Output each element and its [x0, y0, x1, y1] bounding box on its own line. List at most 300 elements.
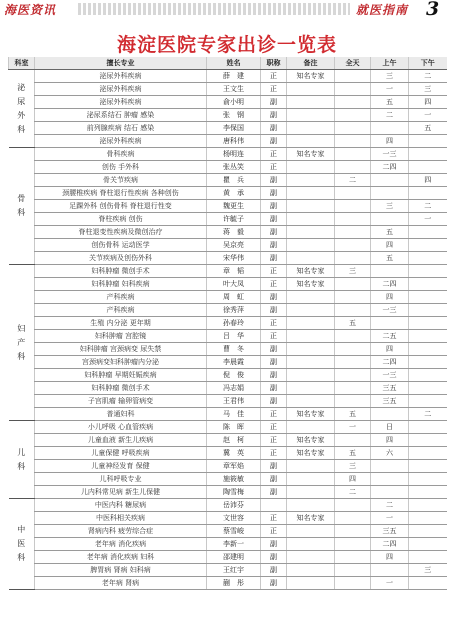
fullday-cell: [335, 304, 371, 317]
title-cell: 副: [261, 135, 287, 148]
title-cell: 副: [261, 109, 287, 122]
fullday-cell: [335, 577, 371, 590]
column-header: 科室: [9, 57, 35, 70]
morning-cell: 四: [371, 239, 409, 252]
doctor-name-cell: 文世容: [207, 512, 261, 525]
title-cell: 副: [261, 551, 287, 564]
specialty-cell: 肾病内科 疲劳综合症: [35, 525, 207, 538]
note-cell: [287, 499, 335, 512]
specialty-cell: 老年病 消化疾病 妇科: [35, 551, 207, 564]
fullday-cell: [335, 369, 371, 382]
title-cell: 正: [261, 265, 287, 278]
table-row: [9, 200, 447, 213]
afternoon-cell: [409, 265, 447, 278]
title-cell: 正: [261, 512, 287, 525]
doctor-name-cell: 蔡雪峻: [207, 525, 261, 538]
specialty-cell: 关节疾病及创伤外科: [35, 252, 207, 265]
morning-cell: 四: [371, 434, 409, 447]
title-cell: 副: [261, 304, 287, 317]
note-cell: [287, 161, 335, 174]
note-cell: [287, 200, 335, 213]
note-cell: 知名专家: [287, 70, 335, 83]
title-cell: 副: [261, 460, 287, 473]
morning-cell: [371, 473, 409, 486]
afternoon-cell: [409, 226, 447, 239]
title-cell: 副: [261, 200, 287, 213]
morning-cell: [371, 408, 409, 421]
title-cell: 副: [261, 356, 287, 369]
title-cell: 副: [261, 473, 287, 486]
specialty-cell: 老年病 消化疾病: [35, 538, 207, 551]
note-cell: [287, 135, 335, 148]
morning-cell: 一: [371, 83, 409, 96]
specialty-cell: 泌尿外科疾病: [35, 70, 207, 83]
afternoon-cell: [409, 395, 447, 408]
fullday-cell: [335, 330, 371, 343]
section-title-left: 海医资讯: [4, 3, 57, 17]
morning-cell: 四: [371, 291, 409, 304]
title-cell: 正: [261, 421, 287, 434]
title-cell: 正: [261, 330, 287, 343]
fullday-cell: [335, 564, 371, 577]
table-row: [9, 577, 447, 590]
afternoon-cell: [409, 356, 447, 369]
afternoon-cell: 一: [409, 109, 447, 122]
table-row: [9, 109, 447, 122]
morning-cell: [371, 213, 409, 226]
fullday-cell: [335, 239, 371, 252]
fullday-cell: [335, 499, 371, 512]
title-cell: 正: [261, 70, 287, 83]
note-cell: [287, 486, 335, 499]
fullday-cell: 三: [335, 460, 371, 473]
specialty-cell: 妇科肿瘤 微创手术: [35, 265, 207, 278]
morning-cell: 一: [371, 577, 409, 590]
morning-cell: [371, 187, 409, 200]
title-cell: 副: [261, 226, 287, 239]
title-cell: 副: [261, 96, 287, 109]
title-cell: 副: [261, 382, 287, 395]
fullday-cell: [335, 252, 371, 265]
note-cell: [287, 382, 335, 395]
note-cell: [287, 213, 335, 226]
note-cell: [287, 226, 335, 239]
afternoon-cell: [409, 382, 447, 395]
afternoon-cell: [409, 239, 447, 252]
specialty-cell: 产科疾病: [35, 291, 207, 304]
note-cell: [287, 421, 335, 434]
afternoon-cell: [409, 421, 447, 434]
note-cell: [287, 564, 335, 577]
table-row: [9, 434, 447, 447]
title-cell: 正: [261, 83, 287, 96]
afternoon-cell: [409, 525, 447, 538]
fullday-cell: [335, 395, 371, 408]
doctor-name-cell: 薛 建: [207, 70, 261, 83]
title-cell: 副: [261, 538, 287, 551]
table-row: [9, 486, 447, 499]
morning-cell: 四: [371, 551, 409, 564]
title-cell: 副: [261, 187, 287, 200]
doctor-name-cell: 张 钢: [207, 109, 261, 122]
note-cell: [287, 473, 335, 486]
note-cell: [287, 304, 335, 317]
specialty-cell: 骨关节疾病: [35, 174, 207, 187]
afternoon-cell: [409, 148, 447, 161]
morning-cell: [371, 122, 409, 135]
specialty-cell: 脊柱退变性疾病及微创治疗: [35, 226, 207, 239]
table-row: [9, 304, 447, 317]
morning-cell: 二: [371, 109, 409, 122]
department-label: 骨科: [17, 194, 26, 217]
morning-cell: [371, 564, 409, 577]
fullday-cell: 五: [335, 317, 371, 330]
title-cell: 副: [261, 343, 287, 356]
table-row: [9, 343, 447, 356]
doctor-name-cell: 叶大凤: [207, 278, 261, 291]
department-name: [9, 70, 35, 148]
note-cell: [287, 83, 335, 96]
afternoon-cell: 四: [409, 174, 447, 187]
afternoon-cell: [409, 499, 447, 512]
note-cell: [287, 187, 335, 200]
note-cell: 知名专家: [287, 408, 335, 421]
section-title-right: 就医指南: [356, 3, 409, 17]
specialty-cell: 老年病 肾病: [35, 577, 207, 590]
afternoon-cell: [409, 538, 447, 551]
doctor-name-cell: 王君伟: [207, 395, 261, 408]
specialty-cell: 儿童神经发育 保健: [35, 460, 207, 473]
table-row: [9, 135, 447, 148]
fullday-cell: [335, 226, 371, 239]
title-cell: 副: [261, 213, 287, 226]
table-row: [9, 239, 447, 252]
fullday-cell: [335, 291, 371, 304]
morning-cell: 一三: [371, 148, 409, 161]
title-cell: 正: [261, 161, 287, 174]
doctor-name-cell: 吕 华: [207, 330, 261, 343]
morning-cell: 三: [371, 70, 409, 83]
note-cell: [287, 356, 335, 369]
morning-cell: 五: [371, 226, 409, 239]
specialty-cell: 泌尿系结石 肿瘤 感染: [35, 109, 207, 122]
morning-cell: [371, 265, 409, 278]
specialty-cell: 妇科肿瘤 早期妊娠疾病: [35, 369, 207, 382]
specialty-cell: 足踝外科 创伤骨科 脊柱退行性变: [35, 200, 207, 213]
morning-cell: 二: [371, 499, 409, 512]
doctor-name-cell: 岳沛芬: [207, 499, 261, 512]
title-cell: 正: [261, 278, 287, 291]
fullday-cell: 四: [335, 473, 371, 486]
title-cell: 正: [261, 317, 287, 330]
afternoon-cell: 五: [409, 122, 447, 135]
afternoon-cell: [409, 161, 447, 174]
specialty-cell: 泌尿外科疾病: [35, 135, 207, 148]
fullday-cell: [335, 356, 371, 369]
column-header: 擅长专业: [35, 57, 207, 70]
morning-cell: 二四: [371, 278, 409, 291]
note-cell: 知名专家: [287, 512, 335, 525]
fullday-cell: [335, 434, 371, 447]
note-cell: [287, 174, 335, 187]
morning-cell: 三: [371, 200, 409, 213]
doctor-name-cell: 蒋 毅: [207, 226, 261, 239]
department-label: 儿科: [17, 447, 26, 471]
afternoon-cell: [409, 369, 447, 382]
doctor-name-cell: 魏更生: [207, 200, 261, 213]
table-row: [9, 265, 447, 278]
afternoon-cell: 三: [409, 564, 447, 577]
doctor-name-cell: 李晨霞: [207, 356, 261, 369]
title-cell: 副: [261, 122, 287, 135]
doctor-name-cell: 赵 柯: [207, 434, 261, 447]
afternoon-cell: [409, 551, 447, 564]
doctor-name-cell: 邵建明: [207, 551, 261, 564]
doctor-name-cell: 章 韬: [207, 265, 261, 278]
specialty-cell: 儿内科常见病 新生儿保健: [35, 486, 207, 499]
page-title: 海淀医院专家出诊一览表: [116, 34, 337, 56]
title-cell: [261, 499, 287, 512]
specialty-cell: 颈腰椎疾病 脊柱退行性疾病 各种创伤: [35, 187, 207, 200]
fullday-cell: [335, 525, 371, 538]
title-cell: 副: [261, 564, 287, 577]
department-label: 妇产科: [17, 323, 26, 361]
afternoon-cell: 一: [409, 213, 447, 226]
morning-cell: [371, 486, 409, 499]
table-row: [9, 538, 447, 551]
column-header: 上午: [371, 57, 409, 70]
table-row: [9, 278, 447, 291]
schedule-table: [8, 57, 447, 590]
table-row: [9, 369, 447, 382]
specialty-cell: 泌尿外科疾病: [35, 83, 207, 96]
title-cell: 副: [261, 369, 287, 382]
afternoon-cell: 二: [409, 408, 447, 421]
note-cell: [287, 525, 335, 538]
fullday-cell: 三: [335, 265, 371, 278]
specialty-cell: 脊柱疾病 创伤: [35, 213, 207, 226]
specialty-cell: 普通妇科: [35, 408, 207, 421]
doctor-name-cell: 章军焰: [207, 460, 261, 473]
specialty-cell: 创伤骨科 运动医学: [35, 239, 207, 252]
specialty-cell: 妇科肿瘤 妇科疾病: [35, 278, 207, 291]
morning-cell: 六: [371, 447, 409, 460]
note-cell: [287, 96, 335, 109]
table-row: [9, 499, 447, 512]
note-cell: [287, 395, 335, 408]
table-row: [9, 317, 447, 330]
table-row: [9, 421, 447, 434]
note-cell: [287, 551, 335, 564]
fullday-cell: [335, 161, 371, 174]
title-cell: 副: [261, 252, 287, 265]
title-cell: 正: [261, 408, 287, 421]
doctor-name-cell: 吴京亮: [207, 239, 261, 252]
doctor-name-cell: 曹 冬: [207, 343, 261, 356]
table-row: [9, 447, 447, 460]
note-cell: 知名专家: [287, 265, 335, 278]
afternoon-cell: [409, 187, 447, 200]
morning-cell: 四: [371, 135, 409, 148]
fullday-cell: [335, 148, 371, 161]
afternoon-cell: [409, 512, 447, 525]
column-header: 备注: [287, 57, 335, 70]
fullday-cell: 五: [335, 447, 371, 460]
doctor-name-cell: 俞小明: [207, 96, 261, 109]
note-cell: [287, 343, 335, 356]
morning-cell: 一三: [371, 304, 409, 317]
table-row: [9, 226, 447, 239]
note-cell: [287, 291, 335, 304]
title-cell: 正: [261, 525, 287, 538]
fullday-cell: [335, 551, 371, 564]
table-row: [9, 525, 447, 538]
table-row: [9, 460, 447, 473]
doctor-name-cell: 王红宇: [207, 564, 261, 577]
afternoon-cell: [409, 577, 447, 590]
table-row: [9, 174, 447, 187]
doctor-name-cell: 冯志娟: [207, 382, 261, 395]
specialty-cell: 创伤 手外科: [35, 161, 207, 174]
specialty-cell: 骨科疾病: [35, 148, 207, 161]
table-row: [9, 395, 447, 408]
afternoon-cell: [409, 317, 447, 330]
specialty-cell: 前列腺疾病 结石 感染: [35, 122, 207, 135]
column-header: 职称: [261, 57, 287, 70]
table-row: [9, 291, 447, 304]
fullday-cell: [335, 200, 371, 213]
morning-cell: 一: [371, 512, 409, 525]
department-name: [9, 265, 35, 421]
note-cell: [287, 252, 335, 265]
afternoon-cell: [409, 278, 447, 291]
morning-cell: 三五: [371, 525, 409, 538]
schedule-body: [9, 70, 447, 590]
morning-cell: 五: [371, 96, 409, 109]
table-row: [9, 96, 447, 109]
fullday-cell: 二: [335, 486, 371, 499]
specialty-cell: 泌尿外科疾病: [35, 96, 207, 109]
morning-cell: 五: [371, 252, 409, 265]
title-cell: 副: [261, 577, 287, 590]
fullday-cell: [335, 83, 371, 96]
morning-cell: 日: [371, 421, 409, 434]
afternoon-cell: [409, 473, 447, 486]
afternoon-cell: [409, 252, 447, 265]
afternoon-cell: [409, 447, 447, 460]
title-cell: 副: [261, 395, 287, 408]
fullday-cell: [335, 187, 371, 200]
note-cell: 知名专家: [287, 278, 335, 291]
table-row: [9, 161, 447, 174]
afternoon-cell: [409, 486, 447, 499]
column-header: 下午: [409, 57, 447, 70]
doctor-name-cell: 李保国: [207, 122, 261, 135]
afternoon-cell: [409, 343, 447, 356]
specialty-cell: 中医内科 糖尿病: [35, 499, 207, 512]
table-row: [9, 148, 447, 161]
table-row: [9, 252, 447, 265]
fullday-cell: [335, 512, 371, 525]
morning-cell: 三五: [371, 395, 409, 408]
fullday-cell: [335, 70, 371, 83]
note-cell: 知名专家: [287, 148, 335, 161]
morning-cell: [371, 174, 409, 187]
note-cell: [287, 239, 335, 252]
fullday-cell: [335, 213, 371, 226]
afternoon-cell: [409, 434, 447, 447]
note-cell: [287, 109, 335, 122]
doctor-name-cell: 马 佳: [207, 408, 261, 421]
note-cell: [287, 577, 335, 590]
doctor-name-cell: 王文生: [207, 83, 261, 96]
afternoon-cell: [409, 135, 447, 148]
table-row: [9, 187, 447, 200]
title-cell: 副: [261, 291, 287, 304]
specialty-cell: 生殖 内分泌 更年期: [35, 317, 207, 330]
doctor-name-cell: 施筱敏: [207, 473, 261, 486]
afternoon-cell: [409, 304, 447, 317]
department-label: 中医科: [17, 525, 26, 562]
fullday-cell: [335, 382, 371, 395]
doctor-name-cell: 张丛笑: [207, 161, 261, 174]
doctor-name-cell: 黄 承: [207, 187, 261, 200]
afternoon-cell: 二: [409, 200, 447, 213]
afternoon-cell: [409, 460, 447, 473]
note-cell: [287, 122, 335, 135]
table-row: [9, 551, 447, 564]
specialty-cell: 儿童保健 呼吸疾病: [35, 447, 207, 460]
doctor-name-cell: 倪 俊: [207, 369, 261, 382]
page-number: 3: [426, 0, 440, 20]
specialty-cell: 小儿呼吸 心血管疾病: [35, 421, 207, 434]
afternoon-cell: 四: [409, 96, 447, 109]
fullday-cell: [335, 135, 371, 148]
table-row: [9, 408, 447, 421]
doctor-name-cell: 冀 英: [207, 447, 261, 460]
specialty-cell: 中医科相关疾病: [35, 512, 207, 525]
table-row: [9, 122, 447, 135]
specialty-cell: 儿科呼吸专业: [35, 473, 207, 486]
table-row: [9, 382, 447, 395]
fullday-cell: 二: [335, 174, 371, 187]
morning-cell: 四: [371, 343, 409, 356]
afternoon-cell: 二: [409, 70, 447, 83]
doctor-name-cell: 周 虹: [207, 291, 261, 304]
department-name: [9, 148, 35, 265]
fullday-cell: [335, 122, 371, 135]
decorative-stripes: [78, 3, 350, 15]
table-row: [9, 213, 447, 226]
specialty-cell: 妇科肿瘤 微创手术: [35, 382, 207, 395]
morning-cell: [371, 460, 409, 473]
note-cell: [287, 369, 335, 382]
doctor-name-cell: 孙春玲: [207, 317, 261, 330]
title-cell: 正: [261, 447, 287, 460]
title-cell: 正: [261, 148, 287, 161]
top-banner: [0, 0, 454, 18]
doctor-name-cell: 蒯 彤: [207, 577, 261, 590]
morning-cell: 二四: [371, 538, 409, 551]
table-header-row: [9, 57, 447, 70]
morning-cell: 二四: [371, 161, 409, 174]
specialty-cell: 宫颈病变妇科肿瘤内分泌: [35, 356, 207, 369]
note-cell: 知名专家: [287, 447, 335, 460]
table-row: [9, 83, 447, 96]
specialty-cell: 儿童血液 新生儿疾病: [35, 434, 207, 447]
morning-cell: 二四: [371, 356, 409, 369]
title-cell: 副: [261, 486, 287, 499]
